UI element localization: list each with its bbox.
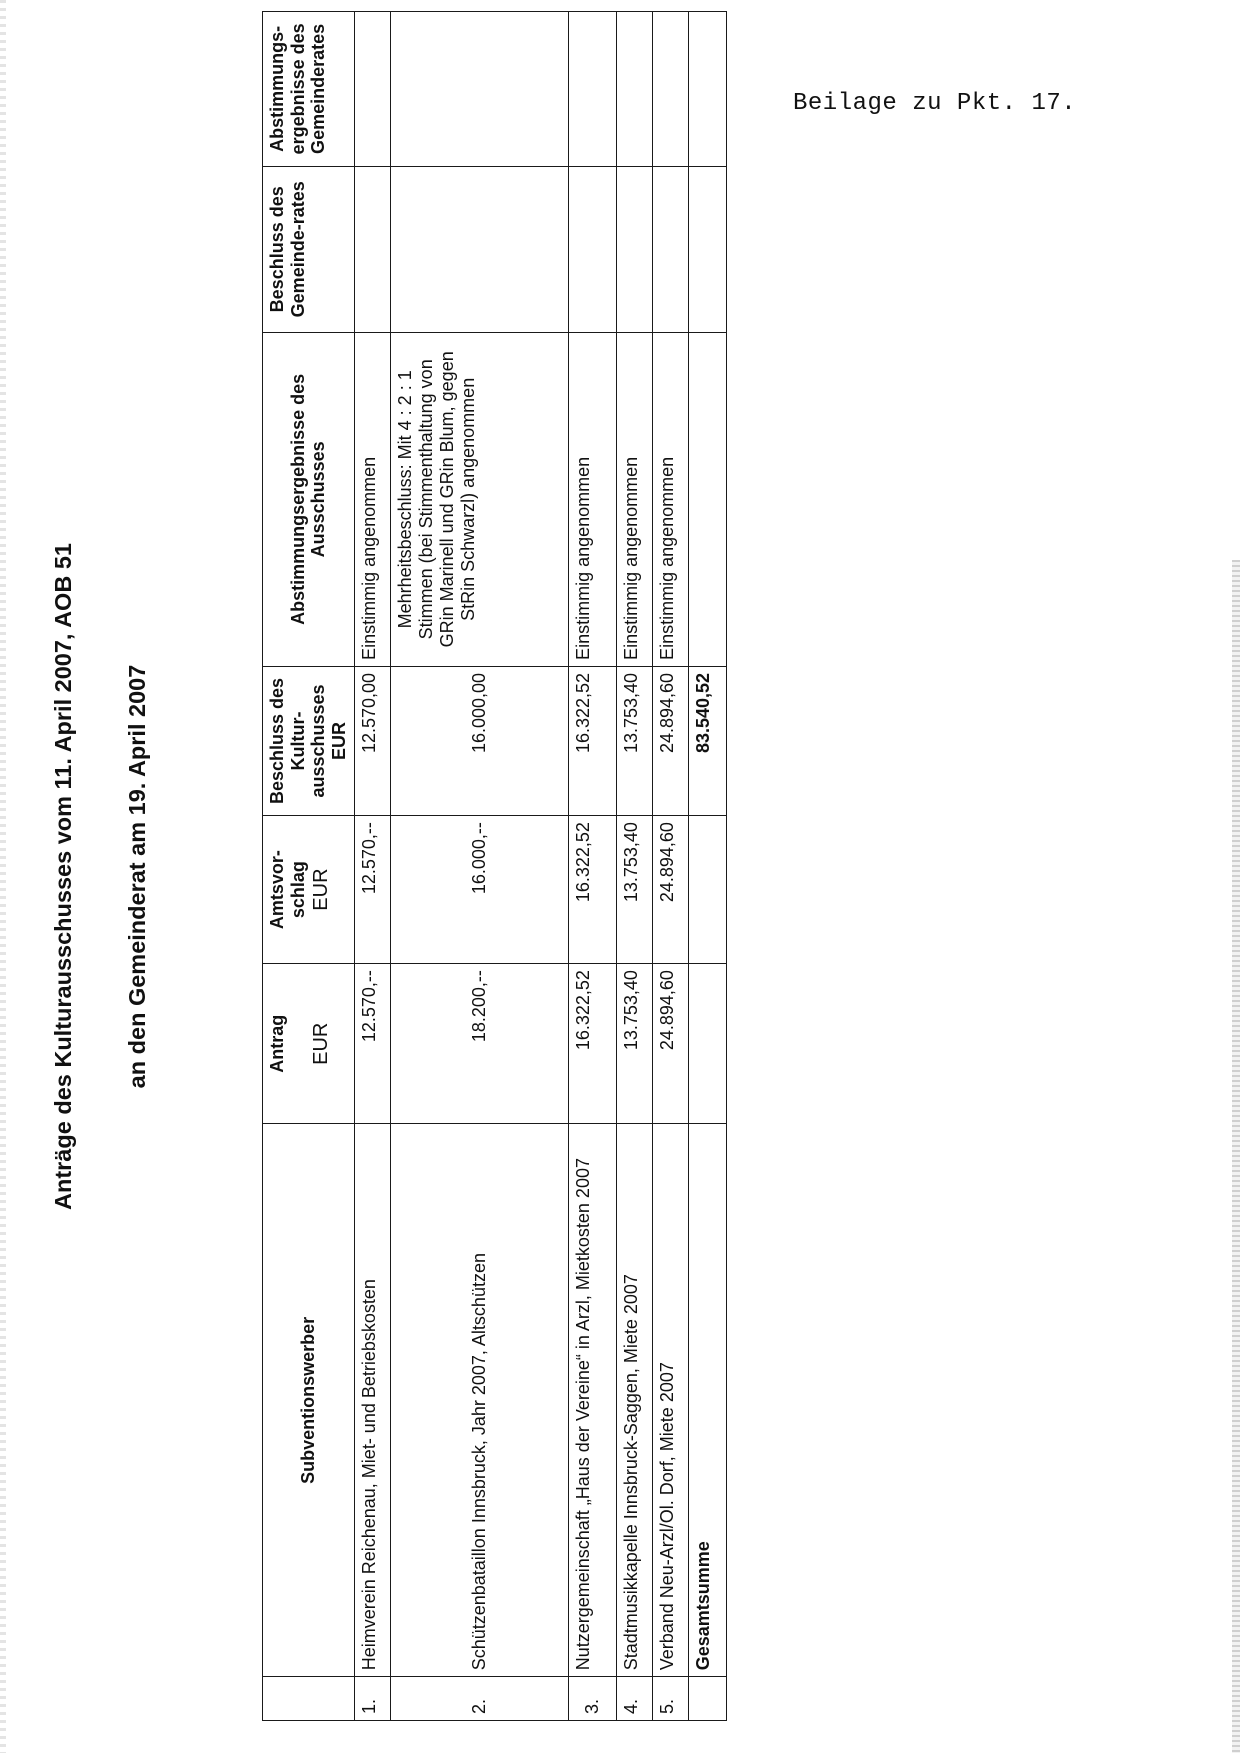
row-proposal: 13.753,40: [616, 816, 652, 964]
row-applicant: Verband Neu-Arzl/Ol. Dorf, Miete 2007: [652, 1124, 688, 1677]
total-committee-decision: 83.540,52: [688, 666, 726, 815]
header-committee-vote: Abstimmungsergebnisse des Ausschusses: [263, 332, 355, 666]
row-applicant: Nutzergemeinschaft „Haus der Vereine“ in Arzl, Mietkosten 2007: [568, 1124, 616, 1677]
row-committee-decision: 12.570,00: [354, 666, 390, 815]
row-council-decision: [354, 166, 390, 332]
document-title: Anträge des Kulturausschusses vom 11. April 2007, AOB 51: [50, 543, 76, 1210]
row-council-decision: [616, 166, 652, 332]
row-committee-decision: 13.753,40: [616, 666, 652, 815]
row-committee-vote: Einstimmig angenommen: [616, 332, 652, 666]
header-council-vote: Abstimmungs-ergebnisse des Gemeinderates: [263, 12, 355, 167]
total-row: [688, 12, 726, 1721]
row-request: 12.570,--: [354, 964, 390, 1124]
row-council-decision: [652, 166, 688, 332]
row-committee-vote: Einstimmig angenommen: [354, 332, 390, 666]
row-number: 2.: [390, 1677, 568, 1721]
row-applicant: Schützenbataillon Innsbruck, Jahr 2007, Altschützen: [390, 1124, 568, 1677]
header-applicant: Subventionswerber: [263, 1124, 355, 1677]
table-row: [390, 12, 568, 1721]
row-council-vote: [390, 12, 568, 167]
grants-table: [262, 11, 727, 1721]
document-subtitle: an den Gemeinderat am 19. April 2007: [124, 664, 150, 1089]
total-label: Gesamtsumme: [688, 1124, 726, 1677]
header-committee-decision: Beschluss des Kultur-ausschusses EUR: [263, 666, 355, 815]
table-row: [616, 12, 652, 1721]
total-number: [688, 1677, 726, 1721]
row-committee-decision: 16.322,52: [568, 666, 616, 815]
row-council-vote: [616, 12, 652, 167]
total-council-decision: [688, 166, 726, 332]
row-council-decision: [568, 166, 616, 332]
total-proposal: [688, 816, 726, 964]
row-proposal: 24.894,60: [652, 816, 688, 964]
row-request: 24.894,60: [652, 964, 688, 1124]
row-committee-decision: 24.894,60: [652, 666, 688, 815]
table-row: [568, 12, 616, 1721]
table-header-row: [263, 12, 355, 1721]
header-request-label: Antrag: [267, 1014, 287, 1073]
row-request: 13.753,40: [616, 964, 652, 1124]
row-proposal: 16.000,--: [390, 816, 568, 964]
row-number: 1.: [354, 1677, 390, 1721]
row-council-vote: [354, 12, 390, 167]
header-council-decision: Beschluss des Gemeinde-rates: [263, 166, 355, 332]
row-council-vote: [568, 12, 616, 167]
row-council-vote: [652, 12, 688, 167]
header-request: [263, 964, 355, 1124]
total-council-vote: [688, 12, 726, 167]
attachment-note: Beilage zu Pkt. 17.: [793, 90, 1077, 117]
row-committee-vote: Einstimmig angenommen: [568, 332, 616, 666]
header-proposal: [263, 816, 355, 964]
row-proposal: 12.570,--: [354, 816, 390, 964]
table-row: [354, 12, 390, 1721]
row-committee-decision: 16.000,00: [390, 666, 568, 815]
header-nr: [263, 1677, 355, 1721]
total-committee-vote: [688, 332, 726, 666]
row-number: 4.: [616, 1677, 652, 1721]
row-committee-vote: Einstimmig angenommen: [652, 332, 688, 666]
total-request: [688, 964, 726, 1124]
row-request: 16.322,52: [568, 964, 616, 1124]
table-row: [652, 12, 688, 1721]
row-number: 5.: [652, 1677, 688, 1721]
row-number: 3.: [568, 1677, 616, 1721]
row-committee-vote: Mehrheitsbeschluss: Mit 4 : 2 : 1 Stimmen (bei Stimmenthaltung von GRin Marinell und GRin Blum, gegen StRin Schwarzl) angenommen: [390, 332, 568, 666]
row-request: 18.200,--: [390, 964, 568, 1124]
header-proposal-unit: EUR: [310, 868, 333, 911]
row-council-decision: [390, 166, 568, 332]
row-applicant: Stadtmusikkapelle Innsbruck-Saggen, Miete 2007: [616, 1124, 652, 1677]
header-proposal-label: Amtsvor-schlag: [267, 850, 308, 930]
header-request-unit: EUR: [309, 1022, 332, 1065]
row-applicant: Heimverein Reichenau, Miet- und Betriebskosten: [354, 1124, 390, 1677]
row-proposal: 16.322,52: [568, 816, 616, 964]
